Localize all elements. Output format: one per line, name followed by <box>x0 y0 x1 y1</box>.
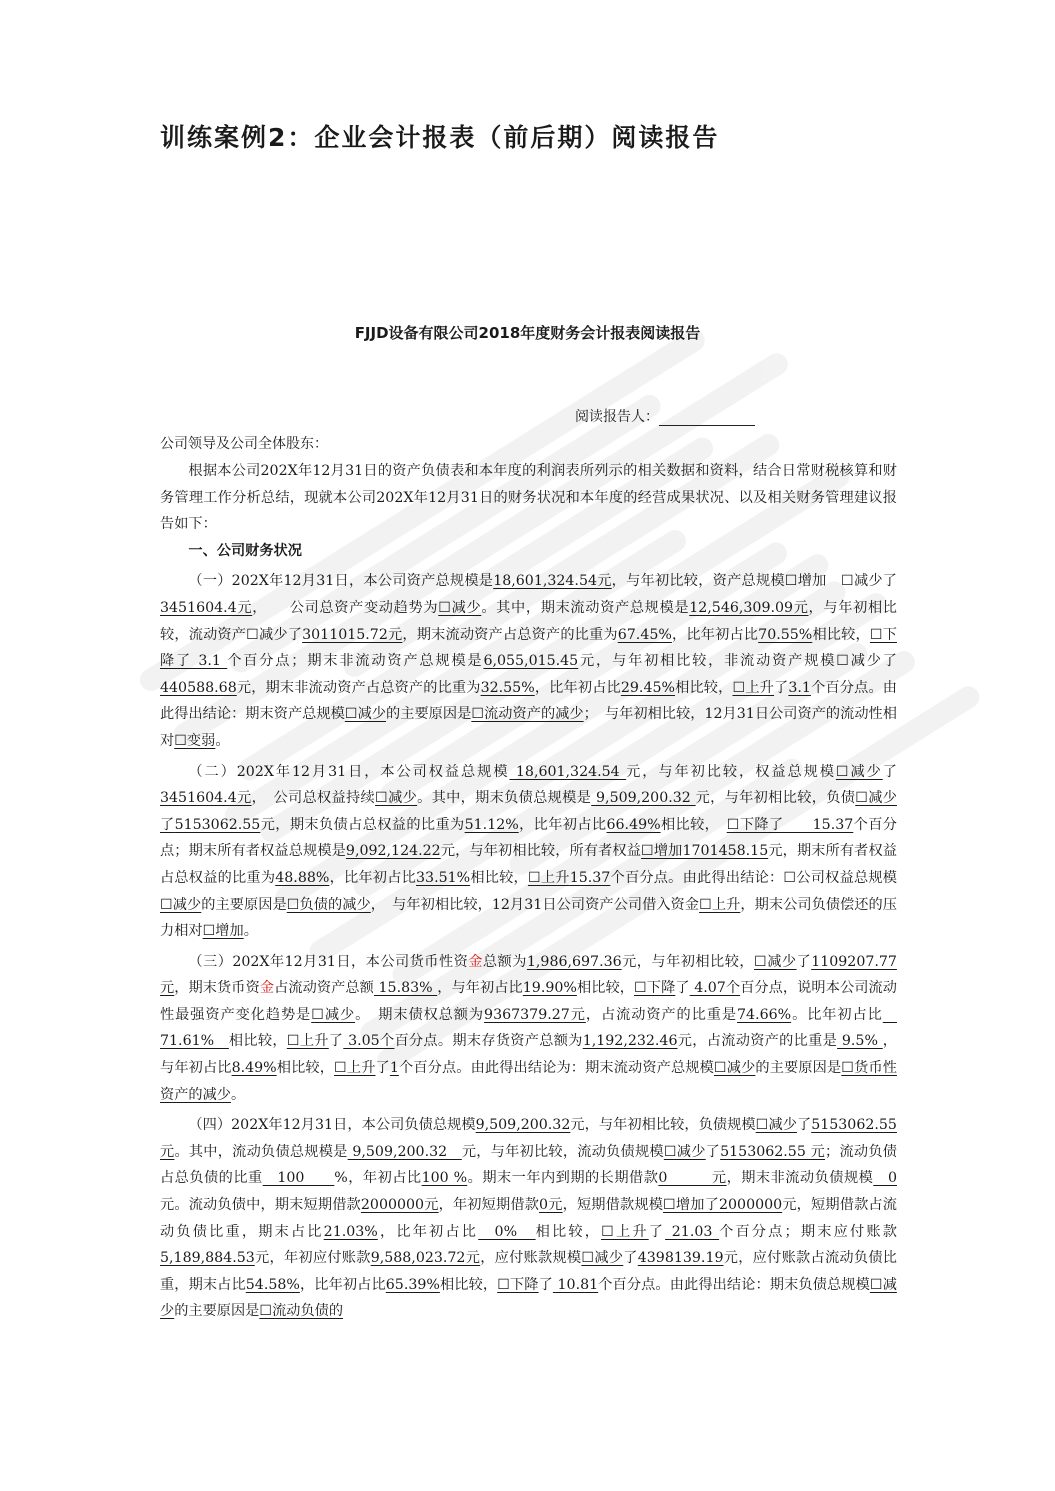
filled-blank: 15.37 <box>783 816 854 833</box>
text-run: 元，与年初比较，流动负债规模 <box>461 1143 664 1160</box>
text-run: 。比年初占比 <box>791 1006 883 1023</box>
filled-blank: 9.5% <box>837 1033 883 1050</box>
text-run: 元，占流动资产的比重是 <box>677 1033 838 1050</box>
text-run: 相比较， <box>535 1223 602 1240</box>
filled-blank: ☐增加 <box>202 923 244 940</box>
section-1-paragraph <box>160 568 897 754</box>
filled-blank: 10.81 <box>552 1276 599 1293</box>
filled-blank: 1,192,232.46 <box>582 1033 678 1050</box>
text-run: ，与年初相比较，流动资产☐减少了 <box>160 599 897 643</box>
filled-blank: ☐下降 <box>634 980 676 997</box>
text-run: ，年初短期借款 <box>438 1197 540 1214</box>
text-run: 元，短期借款占流动负债比重，期末占比 <box>160 1197 897 1240</box>
filled-blank: 9,509,200.32 <box>475 1117 571 1134</box>
text-run: ，与年初比较，资产总规模☐增加 ☐减少了 <box>611 573 897 590</box>
text-run: 。 期末债权总额为 <box>355 1006 485 1023</box>
filled-blank: ☐流动资产的减少 <box>471 706 584 723</box>
section-heading: 一、公司财务状况 <box>188 542 302 559</box>
filled-blank: 1 <box>389 1060 399 1077</box>
filled-blank: 9,509,200.32 <box>347 1143 462 1160</box>
filled-blank: 100 <box>262 1170 335 1187</box>
text-run: 占流动资产总额 <box>274 980 374 997</box>
filled-blank: ☐上升 <box>527 869 570 886</box>
text-run: （二）202X年12月31日，本公司权益总规模 <box>188 763 510 780</box>
text-run: ，比年初占比 <box>671 626 759 643</box>
filled-blank: 2000000元 <box>360 1197 439 1214</box>
text-run: 的主要原因是 <box>755 1060 842 1077</box>
text-run: 的主要原因是 <box>386 706 472 723</box>
filled-blank: 3451604.4元 <box>160 790 252 807</box>
text-run: 个百分点；期末非流动资产总规模是 <box>227 653 484 670</box>
filled-blank: ☐减少了 <box>160 790 897 833</box>
text-run: 了 <box>796 953 812 970</box>
text-run: 元，与年初相比较，非流动资产规模☐减少了 <box>578 653 897 670</box>
text-run: 的主要原因是 <box>174 1303 260 1320</box>
filled-blank: 29.45% <box>620 679 675 696</box>
text-run: ，比年初占比 <box>518 816 607 833</box>
filled-blank: 67.45% <box>617 626 672 643</box>
text-run: ， 公司总资产变动趋势为 <box>252 599 439 616</box>
filled-blank: 9,509,200.32 <box>591 790 696 807</box>
text-run: ，与年初占比 <box>437 980 523 997</box>
filled-blank: ☐流动负债的 <box>259 1303 344 1320</box>
filled-blank: 12,546,309.09元 <box>689 599 809 616</box>
text-run: 。期末一年内到期的长期借款 <box>467 1170 659 1187</box>
text-run: 了 <box>648 1223 666 1240</box>
filled-blank: 4398139.19 <box>637 1250 724 1267</box>
text-run: 元，期末负债占总权益的比重为 <box>260 816 465 833</box>
text-run: 了 <box>675 980 690 997</box>
filled-blank: ☐减少 <box>311 1006 356 1023</box>
filled-blank: 100 % <box>421 1170 468 1187</box>
text-run: 元。流动负债中，期末短期借款 <box>160 1197 361 1214</box>
text-run: 相比较， <box>674 679 733 696</box>
text-run: 金 <box>259 980 275 997</box>
text-run: ，短期借款规模 <box>562 1197 664 1214</box>
text-run: 根据本公司202X年12月31日的资产负债表和本年度的利润表所列示的相关数据和资料，结合日常财税核算和财务管理工作分析总结，现就本公司202X年12月31日的财务状况和本年度的经营成果状况、以及相关财务管理建议报告如下： <box>160 463 897 533</box>
filled-blank: ☐上升 <box>732 679 775 696</box>
text-run: 相比较， <box>660 816 727 833</box>
filled-blank: 18,601,324.54元 <box>493 573 612 590</box>
filled-blank: 54.58% <box>245 1276 300 1293</box>
text-run: ，期末流动资产占总资产的比重为 <box>402 626 618 643</box>
filled-blank: 0 元 <box>658 1170 727 1187</box>
text-run: 了 <box>623 1250 638 1267</box>
text-run: 了 <box>328 1033 344 1050</box>
text-run: （一）202X年12月31日，本公司资产总规模是 <box>188 573 494 590</box>
filled-blank: 9,092,124.22 <box>345 843 441 860</box>
text-run: 个百分点；期末应付账款 <box>719 1223 897 1240</box>
filled-blank: 51.12% <box>464 816 519 833</box>
text-run: 元，与年初相比较，所有者权益 <box>440 843 642 860</box>
text-run: 个百分点。由此得出结论：期末资产总规模 <box>160 679 897 723</box>
filled-blank: ☐减少 <box>835 763 883 780</box>
filled-blank: 74.66% <box>737 1006 792 1023</box>
text-run: 相比较， <box>276 1060 335 1077</box>
text-run: （四）202X年12月31日，本公司负债总规模 <box>188 1117 476 1134</box>
text-run: ，比年初占比 <box>299 1276 386 1293</box>
text-run: ，比年初占比 <box>534 679 621 696</box>
filled-blank: 440588.68 <box>160 679 237 696</box>
text-run: 百分点，说明本公司流动性最强资产变化趋势是 <box>160 980 897 1023</box>
text-run: ； 与年初相比较，12月31日公司资产的流动性相对 <box>160 706 897 749</box>
filled-blank: ☐减少 <box>713 1060 756 1077</box>
filled-blank: ☐上升 <box>601 1223 649 1240</box>
filled-blank: ☐下降 <box>497 1276 539 1293</box>
filled-blank: ☐货币性资产的减少 <box>160 1060 897 1103</box>
filled-blank: ☐增加了 <box>663 1197 719 1214</box>
text-run: 了 <box>796 1117 812 1134</box>
text-run: 。 <box>215 732 230 749</box>
text-run: 。其中，期末负债总规模是 <box>417 790 592 807</box>
filled-blank: ☐减少 <box>160 1276 897 1320</box>
text-run: ，应付账款规模 <box>480 1250 582 1267</box>
text-run: 百分点。期末存货资产总额为 <box>394 1033 583 1050</box>
text-run: 了 <box>774 679 789 696</box>
filled-blank: 9,588,023.72元 <box>370 1250 481 1267</box>
filled-blank: 5153062.55 <box>174 816 261 833</box>
intro-paragraph <box>160 458 897 538</box>
text-run: 了 <box>538 1276 553 1293</box>
text-run: 了 <box>375 1060 390 1077</box>
filled-blank: 21.03% <box>323 1223 378 1240</box>
filled-blank: 3451604.4元 <box>160 599 253 616</box>
filled-blank: 4.07个 <box>689 980 741 997</box>
text-run: 元，年初应付账款 <box>254 1250 371 1267</box>
filled-blank: ☐上升 <box>334 1060 376 1077</box>
filled-blank: 15.83% <box>373 980 438 997</box>
text-run: 元，应付账款占流动负债比重，期末占比 <box>160 1250 897 1293</box>
filled-blank: 5,189,884.53 <box>160 1250 255 1267</box>
filled-blank: 32.55% <box>480 679 535 696</box>
text-run: 了 <box>882 763 897 780</box>
filled-blank: ☐下降了 <box>160 626 897 670</box>
filled-blank: 3.1 <box>788 679 811 696</box>
text-run: ，与年初占比 <box>160 1033 897 1077</box>
filled-blank: ☐减少 <box>344 706 387 723</box>
text-run: ，占流动资产的比重是 <box>585 1006 738 1023</box>
filled-blank: 0% <box>478 1223 536 1240</box>
filled-blank: 5153062.55 元 <box>720 1143 826 1160</box>
text-run: ，期末货币资 <box>174 980 260 997</box>
filled-blank: ☐减少 <box>754 953 797 970</box>
filled-blank: 19.90% <box>522 980 577 997</box>
filled-blank: 3.05个 <box>343 1033 395 1050</box>
text-run: 个百分点；期末所有者权益总规模是 <box>160 816 897 860</box>
text-run: 个百分点。由此得出结论：☐公司权益总规模 <box>610 869 897 886</box>
filled-blank: ☐减少 <box>160 896 202 913</box>
reporter-line <box>575 406 755 426</box>
text-run: ，比年初占比 <box>329 869 417 886</box>
text-run: 。 <box>243 923 258 940</box>
filled-blank: 1701458.15 <box>682 843 769 860</box>
text-run: 个百分点。由此得出结论为：期末流动资产总规模 <box>398 1060 714 1077</box>
filled-blank: 71.61% <box>160 1006 897 1050</box>
reporter-blank[interactable] <box>659 409 755 426</box>
text-run: ， 与年初相比较，12月31日公司资产公司借入资金 <box>370 896 700 913</box>
filled-blank: ☐负债的减少 <box>286 896 371 913</box>
filled-blank: ☐减少 <box>663 1143 706 1160</box>
text-run: ， 公司总权益持续 <box>251 790 376 807</box>
text-run: 。其中，流动负债总规模是 <box>174 1143 348 1160</box>
text-run: 相比较， <box>812 626 870 643</box>
filled-blank: 3.1 <box>192 653 228 670</box>
filled-blank: 0 <box>873 1170 897 1187</box>
text-run: （三）202X年12月31日，本公司货币性资 <box>188 953 469 970</box>
text-run: 。 <box>230 1086 246 1103</box>
text-run: 元，期末所有者权益占总权益的比重为 <box>160 843 897 886</box>
filled-blank: ☐减少 <box>755 1117 797 1134</box>
filled-blank: 70.55% <box>758 626 813 643</box>
text-run: 相比较， <box>439 1276 498 1293</box>
filled-blank: 65.39% <box>385 1276 440 1293</box>
section-3-paragraph <box>160 949 897 1109</box>
text-run: 相比较， <box>470 869 528 886</box>
text-run: 。其中，期末流动资产总规模是 <box>481 599 690 616</box>
filled-blank: 9367379.27元 <box>484 1006 586 1023</box>
filled-blank: 8.49% <box>231 1060 277 1077</box>
filled-blank: 33.51% <box>416 869 471 886</box>
text-run: 元，与年初相比较，负债规模 <box>570 1117 756 1134</box>
filled-blank: 18,601,324.54 <box>509 763 627 780</box>
text-run: 个百分点。由此得出结论：期末负债总规模 <box>598 1276 870 1293</box>
report-subtitle: FJJD设备有限公司2018年度财务会计报表阅读报告 <box>354 324 701 342</box>
section-2-paragraph <box>160 759 897 945</box>
filled-blank: ☐减少 <box>438 599 482 616</box>
filled-blank: 15.37 <box>569 869 611 886</box>
text-run: 了 <box>705 1143 721 1160</box>
filled-blank: 1,986,697.36 <box>526 953 622 970</box>
filled-blank: ☐减少 <box>375 790 418 807</box>
filled-blank: 2000000 <box>718 1197 783 1214</box>
filled-blank: 66.49% <box>606 816 661 833</box>
filled-blank: ☐下降了 <box>726 816 784 833</box>
text-run: 元，期末非流动资产占总资产的比重为 <box>236 679 481 696</box>
text-run: %，年初占比 <box>334 1170 422 1187</box>
text-run: ，比年初占比 <box>377 1223 479 1240</box>
text-run: ；流动负债占总负债的比重 <box>160 1143 897 1187</box>
filled-blank: 1109207.77元 <box>160 953 897 997</box>
document-title: 训练案例2：企业会计报表（前后期）阅读报告 <box>160 123 720 152</box>
report-body <box>160 458 897 1325</box>
filled-blank: 5153062.55 元 <box>160 1117 897 1160</box>
filled-blank: ☐增加 <box>641 843 683 860</box>
filled-blank: ☐减少 <box>581 1250 624 1267</box>
text-run: 元，与年初相比较，负债 <box>695 790 856 807</box>
text-run: 的主要原因是 <box>201 896 287 913</box>
text-run: 相比较， <box>228 1033 287 1050</box>
filled-blank: ☐变弱 <box>174 732 216 749</box>
text-run: ，期末非流动负债规模 <box>726 1170 874 1187</box>
filled-blank: 48.88% <box>275 869 330 886</box>
reporter-label: 阅读报告人： <box>575 409 659 425</box>
text-run: 金 <box>468 953 483 970</box>
filled-blank: 6,055,015.45 <box>483 653 579 670</box>
section-4-paragraph <box>160 1112 897 1325</box>
text-run: 总额为 <box>482 953 527 970</box>
filled-blank: ☐上升 <box>699 896 741 913</box>
filled-blank: ☐上升 <box>286 1033 329 1050</box>
salutation: 公司领导及公司全体股东： <box>160 436 328 452</box>
text-run: 元，与年初相比较， <box>621 953 755 970</box>
filled-blank: 21.03 <box>665 1223 720 1240</box>
text-run: ，期末公司负债偿还的压力相对 <box>160 896 897 940</box>
text-run: 元，与年初比较，权益总规模 <box>626 763 836 780</box>
filled-blank: 3011015.72元 <box>302 626 403 643</box>
filled-blank: 0元 <box>539 1197 563 1214</box>
text-run: 相比较， <box>576 980 635 997</box>
